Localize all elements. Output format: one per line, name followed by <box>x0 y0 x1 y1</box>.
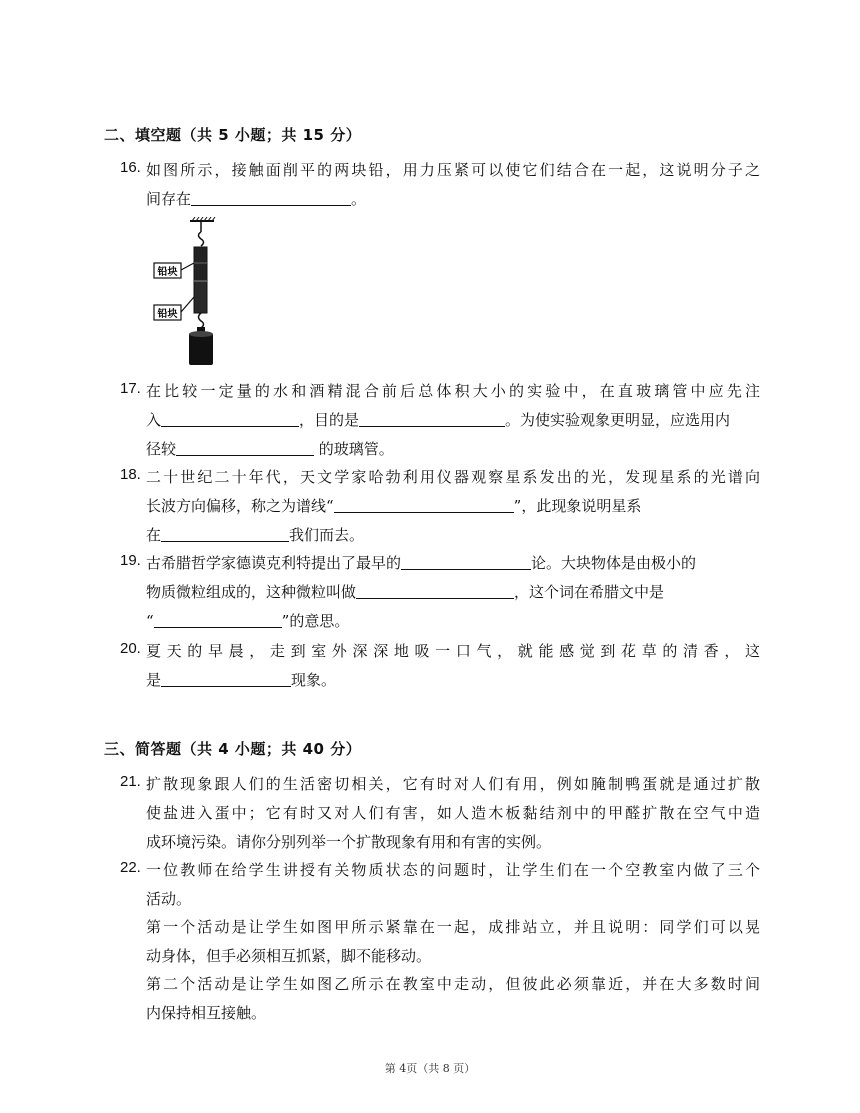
question-text-line: 一位教师在给学生讲授有关物质状态的问题时，让学生们在一个空教室内做了三个 <box>146 861 760 879</box>
question-text-line: 第二个活动是让学生如图乙所示在教室中走动，但彼此必须靠近，并在大多数时间 <box>146 975 760 993</box>
section-title-fill-in: 二、填空题（共 5 小题；共 15 分） <box>104 126 362 144</box>
question-number: 17. <box>120 380 141 397</box>
question-text-line: 径较 的玻璃管。 <box>146 440 394 458</box>
question-text-line: 如图所示，接触面削平的两块铅，用力压紧可以使它们结合在一起，这说明分子之 <box>146 161 760 179</box>
answer-blank[interactable] <box>161 412 299 427</box>
question-text-line: 在比较一定量的水和酒精混合前后总体积大小的实验中，在直玻璃管中应先注 <box>146 382 760 400</box>
question-number: 21. <box>120 773 141 790</box>
answer-blank[interactable] <box>161 672 291 687</box>
question-number: 19. <box>120 552 141 569</box>
answer-blank[interactable] <box>359 412 505 427</box>
question-text-line: 夏天的早晨，走到室外深深地吸一口气，就能感觉到花草的清香，这 <box>146 642 760 660</box>
page-footer: 第 4页（共 8 页） <box>384 1062 476 1075</box>
question-number: 22. <box>120 859 141 876</box>
lead-blocks-figure <box>140 217 230 367</box>
question-number: 20. <box>120 640 141 657</box>
question-text-line: 动身体，但手必须相互抓紧，脚不能移动。 <box>146 947 432 965</box>
label-lead-block-bottom: 铅块 <box>157 309 178 320</box>
answer-blank[interactable] <box>176 441 314 456</box>
question-text-line: 扩散现象跟人们的生活密切相关，它有时对人们有用，例如腌制鸭蛋就是通过扩散 <box>146 775 760 793</box>
answer-blank[interactable] <box>401 555 531 570</box>
question-text-line: 间存在 。 <box>146 190 367 208</box>
answer-blank[interactable] <box>356 584 514 599</box>
question-text-line: “ ”的意思。 <box>146 612 350 630</box>
answer-blank[interactable] <box>161 527 289 542</box>
question-text-line: 长波方向偏移，称之为谱线“ ”，此现象说明星系 <box>146 497 642 515</box>
question-text-line: 内保持相互接触。 <box>146 1004 267 1022</box>
question-text-line: 二十世纪二十年代，天文学家哈勃利用仪器观察星系发出的光，发现星系的光谱向 <box>146 468 760 486</box>
question-text-line: 成环境污染。请你分别列举一个扩散现象有用和有害的实例。 <box>146 833 552 851</box>
answer-blank[interactable] <box>334 498 514 513</box>
section-title-short-answer: 三、简答题（共 4 小题；共 40 分） <box>104 740 362 758</box>
question-text-line: 物质微粒组成的，这种微粒叫做 ，这个词在希腊文中是 <box>146 583 665 601</box>
question-text-line: 入 ，目的是 。为使实验观象更明显，应选用内 <box>146 411 731 429</box>
question-text-line: 使盐进入蛋中；它有时又对人们有害，如人造木板黏结剂中的甲醛扩散在空气中造 <box>146 804 760 822</box>
answer-blank[interactable] <box>191 191 351 206</box>
answer-blank[interactable] <box>154 613 282 628</box>
question-text-line: 古希腊哲学家德谟克利特提出了最早的 论。大块物体是由极小的 <box>146 554 697 572</box>
question-text-line: 在 我们而去。 <box>146 526 365 544</box>
question-number: 16. <box>120 159 141 176</box>
question-text-line: 是 现象。 <box>146 671 337 689</box>
question-text-line: 活动。 <box>146 890 192 908</box>
question-number: 18. <box>120 466 141 483</box>
question-text-line: 第一个活动是让学生如图甲所示紧靠在一起，成排站立，并且说明：同学们可以晃 <box>146 918 760 936</box>
label-lead-block-top: 铅块 <box>157 267 178 278</box>
